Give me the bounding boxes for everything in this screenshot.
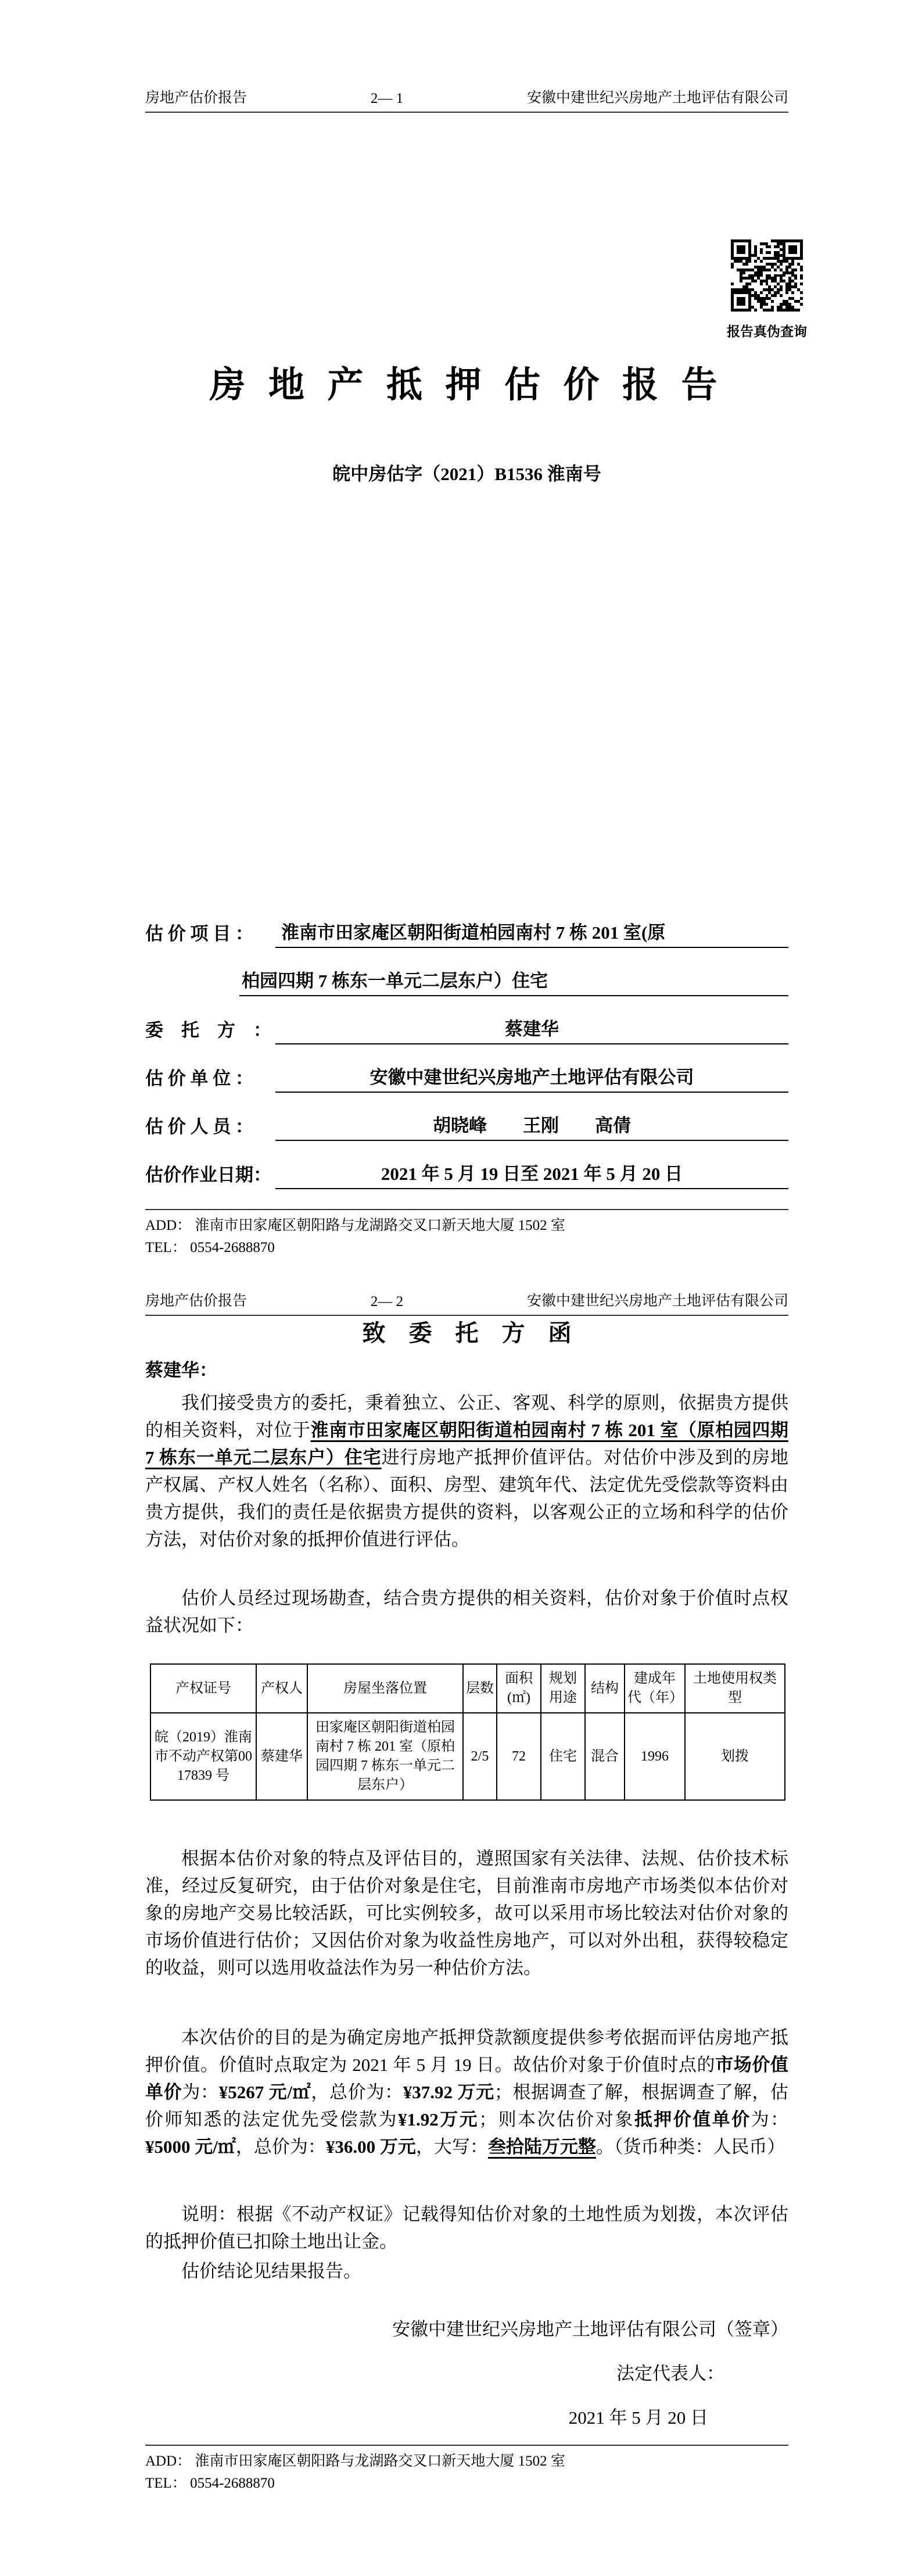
field-label-project: 估 价 项 目 ： xyxy=(145,924,253,944)
text-run: ¥1.92万元 xyxy=(397,2109,479,2130)
qr-code xyxy=(731,239,803,312)
paragraph-valuation xyxy=(145,2024,788,2160)
text-run: 本次估价的目的是为确定房地产抵押贷款额度提供参考依据而评估房地产抵押价值。价值时点取定为 2021 年 5 月 19 日。故估价对象于价值时点的 xyxy=(145,2027,788,2075)
letter-salutation: 蔡建华： xyxy=(145,1360,217,1380)
text-run: ；根据调查了解，根据调查了解，估价师知悉的法定优先受偿款为 xyxy=(145,2082,789,2130)
text-run: 淮南市田家庵区朝阳街道柏园南村 7 栋 201 室（原柏园四期 7 栋东一单元二层东户）住宅 xyxy=(145,1420,788,1468)
paragraph-conclusion: 估价结论见结果报告。 xyxy=(181,2261,361,2281)
cell-planned-use: 住宅 xyxy=(541,1713,585,1800)
qr-caption: 报告真伪查询 xyxy=(727,324,807,339)
signature-date: 2021 年 5 月 20 日 xyxy=(568,2407,708,2428)
field-label-agency: 估 价 单 位 ： xyxy=(145,1068,253,1089)
col-planned-use: 规划用途 xyxy=(541,1664,585,1713)
field-value-date: 2021 年 5 月 19 日至 2021 年 5 月 20 日 xyxy=(275,1159,788,1189)
cell-area: 72 xyxy=(497,1713,541,1800)
field-label-staff: 估 价 人 员 ： xyxy=(145,1117,253,1137)
col-land-use-type: 土地使用权类型 xyxy=(685,1664,785,1713)
field-value-project-line1: 淮南市田家庵区朝阳街道柏园南村 7 栋 201 室(原 xyxy=(275,918,788,948)
page2-header xyxy=(145,1289,788,1316)
text-run: 市场价值单价 xyxy=(145,2055,789,2102)
field-label-client: 委 托 方 ： xyxy=(145,1020,271,1040)
text-run: ，大写： xyxy=(415,2137,488,2157)
field-row-agency xyxy=(145,1053,788,1093)
footer-phone: TEL： 0554-2688870 xyxy=(145,2475,275,2491)
cell-owner: 蔡建华 xyxy=(256,1713,307,1800)
text-run: 我们接受贵方的委托，秉着独立、公正、客观、科学的原则，依据贵方提供的相关资料，对位于 xyxy=(145,1393,788,1440)
col-year-built: 建成年代（年） xyxy=(625,1664,685,1713)
table-row xyxy=(150,1713,785,1800)
property-table xyxy=(150,1663,785,1801)
cell-floor: 2/5 xyxy=(463,1713,497,1800)
col-area: 面积(㎡) xyxy=(497,1664,541,1713)
text-run: ¥37.92 万元 xyxy=(403,2082,494,2102)
header-page-number: 2— 1 xyxy=(370,91,404,106)
footer-address: ADD： 淮南市田家庵区朝阳路与龙湖路交叉口新天地大厦 1502 室 xyxy=(145,2453,565,2469)
footer-phone: TEL： 0554-2688870 xyxy=(145,1240,275,1255)
report-doc-number: 皖中房估字（2021）B1536 淮南号 xyxy=(332,464,601,484)
paragraph-survey: 估价人员经过现场勘查，结合贵方提供的相关资料，估价对象于价值时点权益状况如下： xyxy=(145,1588,788,1636)
text-run: ¥36.00 万元 xyxy=(325,2137,416,2157)
field-value-staff: 胡晓峰 王刚 高倩 xyxy=(275,1111,788,1141)
footer-address: ADD： 淮南市田家庵区朝阳路与龙湖路交叉口新天地大厦 1502 室 xyxy=(145,1218,565,1233)
field-row-client xyxy=(145,1005,788,1044)
field-row-staff xyxy=(145,1101,788,1141)
page1-header xyxy=(145,86,788,113)
signature-company: 安徽中建世纪兴房地产土地评估有限公司（签章） xyxy=(392,2319,788,2339)
col-location: 房屋坐落位置 xyxy=(307,1664,463,1713)
text-run: 进行房地产抵押价值评估。对估价中涉及到的房地产权属、产权人姓名（名称）、面积、房型、建筑年代、法定优先受偿款等资料由贵方提供，我们的责任是依据贵方提供的资料，以客观公正的立场和科学的估价方法，对估价对象的抵押价值进行评估。 xyxy=(145,1447,788,1550)
header-report-type: 房地产估价报告 xyxy=(145,90,247,106)
page1-footer xyxy=(145,1209,788,1259)
col-cert-number: 产权证号 xyxy=(150,1664,256,1713)
text-run: 抵押价值单价 xyxy=(634,2109,751,2130)
cell-location: 田家庵区朝阳街道柏园南村 7 栋 201 室（原柏园四期 7 栋东一单元二层东户） xyxy=(307,1713,463,1800)
text-run: ；则本次估价对象 xyxy=(479,2109,634,2130)
paragraph-commission xyxy=(145,1389,788,1553)
cell-land-use-type: 划拨 xyxy=(685,1713,785,1800)
col-floor: 层数 xyxy=(463,1664,497,1713)
header-page-number: 2— 2 xyxy=(370,1294,404,1310)
text-run: 叁拾陆万元整 xyxy=(487,2137,596,2157)
header-report-type: 房地产估价报告 xyxy=(145,1293,247,1309)
text-run: ¥5267 元/㎡ xyxy=(218,2082,311,2102)
page2-footer xyxy=(145,2445,788,2495)
text-run: ¥5000 元/㎡ xyxy=(145,2137,236,2157)
col-structure: 结构 xyxy=(585,1664,625,1713)
header-company-name: 安徽中建世纪兴房地产土地评估有限公司 xyxy=(526,90,788,106)
field-row-date xyxy=(145,1150,788,1189)
report-title: 房 地 产 抵 押 估 价 报 告 xyxy=(209,366,724,405)
paragraph-method: 根据本估价对象的特点及评估目的，遵照国家有关法律、法规、估价技术标准，经过反复研究，由于估价对象是住宅，目前淮南市房地产市场类似本估价对象的房地产交易比较活跃，可比实例较多，故可以采用市场比较法对估价对象的市场价值进行估价；又因估价对象为收益性房地产，可以对外出租，获得较稳定的收益，则可以选用收益法作为另一种估价方法。 xyxy=(145,1848,788,1978)
text-run: 。（货币种类：人民币） xyxy=(595,2137,785,2157)
field-label-date: 估价作业日期： xyxy=(145,1165,271,1185)
field-row-project-cont xyxy=(239,957,788,996)
text-run: ，总价为： xyxy=(311,2082,403,2102)
cell-structure: 混合 xyxy=(585,1713,625,1800)
field-value-project-line2: 柏园四期 7 栋东一单元二层东户）住宅 xyxy=(239,966,788,996)
header-company-name: 安徽中建世纪兴房地产土地评估有限公司 xyxy=(526,1293,788,1309)
cell-year-built: 1996 xyxy=(625,1713,685,1800)
field-row-project xyxy=(145,908,788,948)
signature-legal-rep: 法定代表人： xyxy=(616,2363,724,2384)
paragraph-note: 说明：根据《不动产权证》记载得知估价对象的土地性质为划拨，本次评估的抵押价值已扣除土地出让金。 xyxy=(145,2204,788,2252)
text-run: 为： xyxy=(182,2082,219,2102)
cell-cert-number: 皖（2019）淮南市不动产权第0017839 号 xyxy=(150,1713,256,1800)
table-header-row xyxy=(150,1664,785,1713)
field-value-agency: 安徽中建世纪兴房地产土地评估有限公司 xyxy=(275,1062,788,1093)
letter-title: 致 委 托 方 函 xyxy=(362,1320,572,1346)
text-run: 为： xyxy=(751,2109,789,2130)
col-owner: 产权人 xyxy=(256,1664,307,1713)
field-value-client: 蔡建华 xyxy=(275,1014,788,1044)
text-run: ，总价为： xyxy=(235,2137,326,2157)
